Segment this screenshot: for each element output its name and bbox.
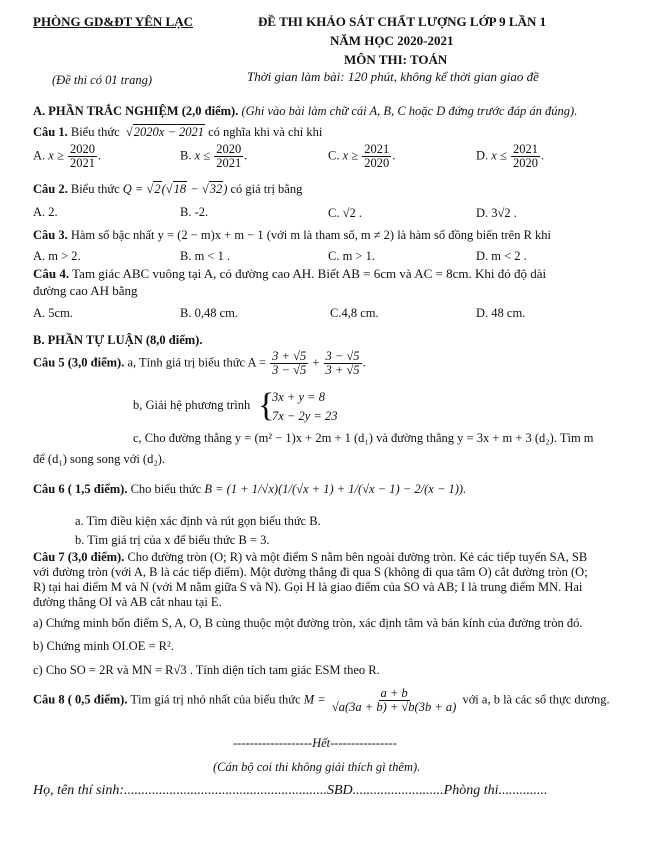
question-2: Câu 2. Biểu thức Q = √2(√18 − √32) có giá trị bằng xyxy=(33,182,303,196)
q3-option-c: C. m > 1. xyxy=(328,249,375,263)
department-name: PHÒNG GD&ĐT YÊN LẠC xyxy=(33,14,193,29)
page-count-note: (Đề thi có 01 trang) xyxy=(52,73,152,87)
candidate-name-label: Họ, tên thí sinh: xyxy=(33,783,124,798)
part-b-heading: B. PHẦN TỰ LUẬN (8,0 điểm). xyxy=(33,333,203,347)
system-eq-2: 7x − 2y = 23 xyxy=(272,409,338,423)
q3-option-b: B. m < 1 . xyxy=(180,249,231,263)
q1-option-b: B. x ≤ $\frac{2020}{2021}$ . xyxy=(180,142,248,171)
question-6a: a. Tìm điều kiện xác định và rút gọn biểu thức B. xyxy=(75,514,321,528)
question-5c-cont: để (d₁) song song với (d₂). xyxy=(33,452,165,466)
question-8: Câu 8 ( 0,5 điểm). Tìm giá trị nhỏ nhất của biểu thức M = $\frac{a + b}{√a(3a + b) + √b(3b + a)}$ với a, b là các số thực dương. xyxy=(33,686,610,715)
question-5b-label: b, Giải hệ phương trình xyxy=(133,398,251,412)
system-brace: { xyxy=(258,387,275,424)
q2-option-b: B. -2. xyxy=(180,205,209,219)
invigilator-note: (Cán bộ coi thi không giải thích gì thêm). xyxy=(213,760,421,774)
time-note: Thời gian làm bài: 120 phút, không kể thời gian giao đề xyxy=(247,69,539,84)
question-5a: Câu 5 (3,0 điểm). a, Tính giá trị biểu thức A = $\frac{3 + √5}{3 - √5}$ + $\frac{3 - √5}{3 + √5}$ . xyxy=(33,349,366,378)
q4-option-c: C.4,8 cm. xyxy=(330,306,379,320)
candidate-info: Họ, tên thí sinh:..........................................................SBD..........................Phòng thi.............. xyxy=(33,783,548,798)
q2-option-a: A. 2. xyxy=(33,205,58,219)
question-3: Câu 3. Hàm số bậc nhất y = (2 − m)x + m − 1 (với m là tham số, m ≠ 2) là hàm số đồng biến trên R khi xyxy=(33,228,551,242)
q3-option-a: A. m > 2. xyxy=(33,249,81,263)
question-7-line-2: với đường tròn (với A, B là các tiếp điểm). Một đường thẳng đi qua S (không đi qua tâm O) cắt đường tròn (O; xyxy=(33,565,588,579)
question-4: Câu 4. Tam giác ABC vuông tại A, có đường cao AH. Biết AB = 6cm và AC = 8cm. Khi đó độ dài xyxy=(33,266,547,281)
q1-option-a: A. x ≥ $\frac{2020}{2021}$ . xyxy=(33,142,102,171)
q2-option-d: D. 3√2 . xyxy=(476,206,517,220)
question-7-line-3: R) tại hai điểm M và N (với M nằm giữa S và N). Gọi H là giao điểm của SO và AB; I là trung điểm MN. Hai xyxy=(33,580,583,594)
school-year: NĂM HỌC 2020-2021 xyxy=(330,33,454,48)
part-a-heading: A. PHẦN TRẮC NGHIỆM (2,0 điểm). (Ghi vào bài làm chữ cái A, B, C hoặc D đứng trước đáp án đúng). xyxy=(33,104,578,118)
question-7-line-1: Câu 7 (3,0 điểm). Cho đường tròn (O; R) và một điểm S nằm bên ngoài đường tròn. Kẻ các tiếp tuyến SA, SB xyxy=(33,550,588,564)
q2-option-c: C. √2 . xyxy=(328,206,362,220)
question-5c: c, Cho đường thẳng y = (m² − 1)x + 2m + 1 (d₁) và đường thẳng y = 3x + m + 3 (d₂). Tìm m xyxy=(133,431,594,445)
system-eq-1: 3x + y = 8 xyxy=(272,390,325,404)
question-7a: a) Chứng minh bốn điểm S, A, O, B cùng thuộc một đường tròn, xác định tâm và bán kính của đường tròn đó. xyxy=(33,616,583,630)
q3-option-d: D. m < 2 . xyxy=(476,249,527,263)
question-4-cont: đường cao AH bằng xyxy=(33,283,138,298)
question-7b: b) Chứng minh OI.OE = R². xyxy=(33,639,174,653)
room-label: Phòng thi xyxy=(443,783,499,798)
question-7c: c) Cho SO = 2R và MN = R√3 . Tính diện tích tam giác ESM theo R. xyxy=(33,663,380,677)
q4-option-a: A. 5cm. xyxy=(33,306,73,320)
department-title xyxy=(33,14,193,30)
q1-option-c: C. x ≥ $\frac{2021}{2020}$ . xyxy=(328,142,396,171)
q4-option-b: B. 0,48 cm. xyxy=(180,306,238,320)
sbd-label: SBD xyxy=(327,783,353,798)
subject-title: MÔN THI: TOÁN xyxy=(344,52,448,67)
question-6: Câu 6 ( 1,5 điểm). Cho biểu thức B = (1 + 1/√x)(1/(√x + 1) + 1/(√x − 1) − 2/(x − 1)). xyxy=(33,482,467,496)
end-marker: -------------------Hết---------------- xyxy=(233,736,397,750)
q4-option-d: D. 48 cm. xyxy=(476,306,526,320)
q1-option-d: D. x ≤ $\frac{2021}{2020}$ . xyxy=(476,142,545,171)
exam-title: ĐỀ THI KHẢO SÁT CHẤT LƯỢNG LỚP 9 LẦN 1 xyxy=(258,14,547,29)
question-6b: b. Tìm giá trị của x để biểu thức B = 3. xyxy=(75,533,270,547)
question-7-line-4: đường thẳng OI và AB cắt nhau tại E. xyxy=(33,595,222,609)
question-1: Câu 1. Biểu thức √2020x − 2021 có nghĩa khi và chỉ khi xyxy=(33,125,323,139)
